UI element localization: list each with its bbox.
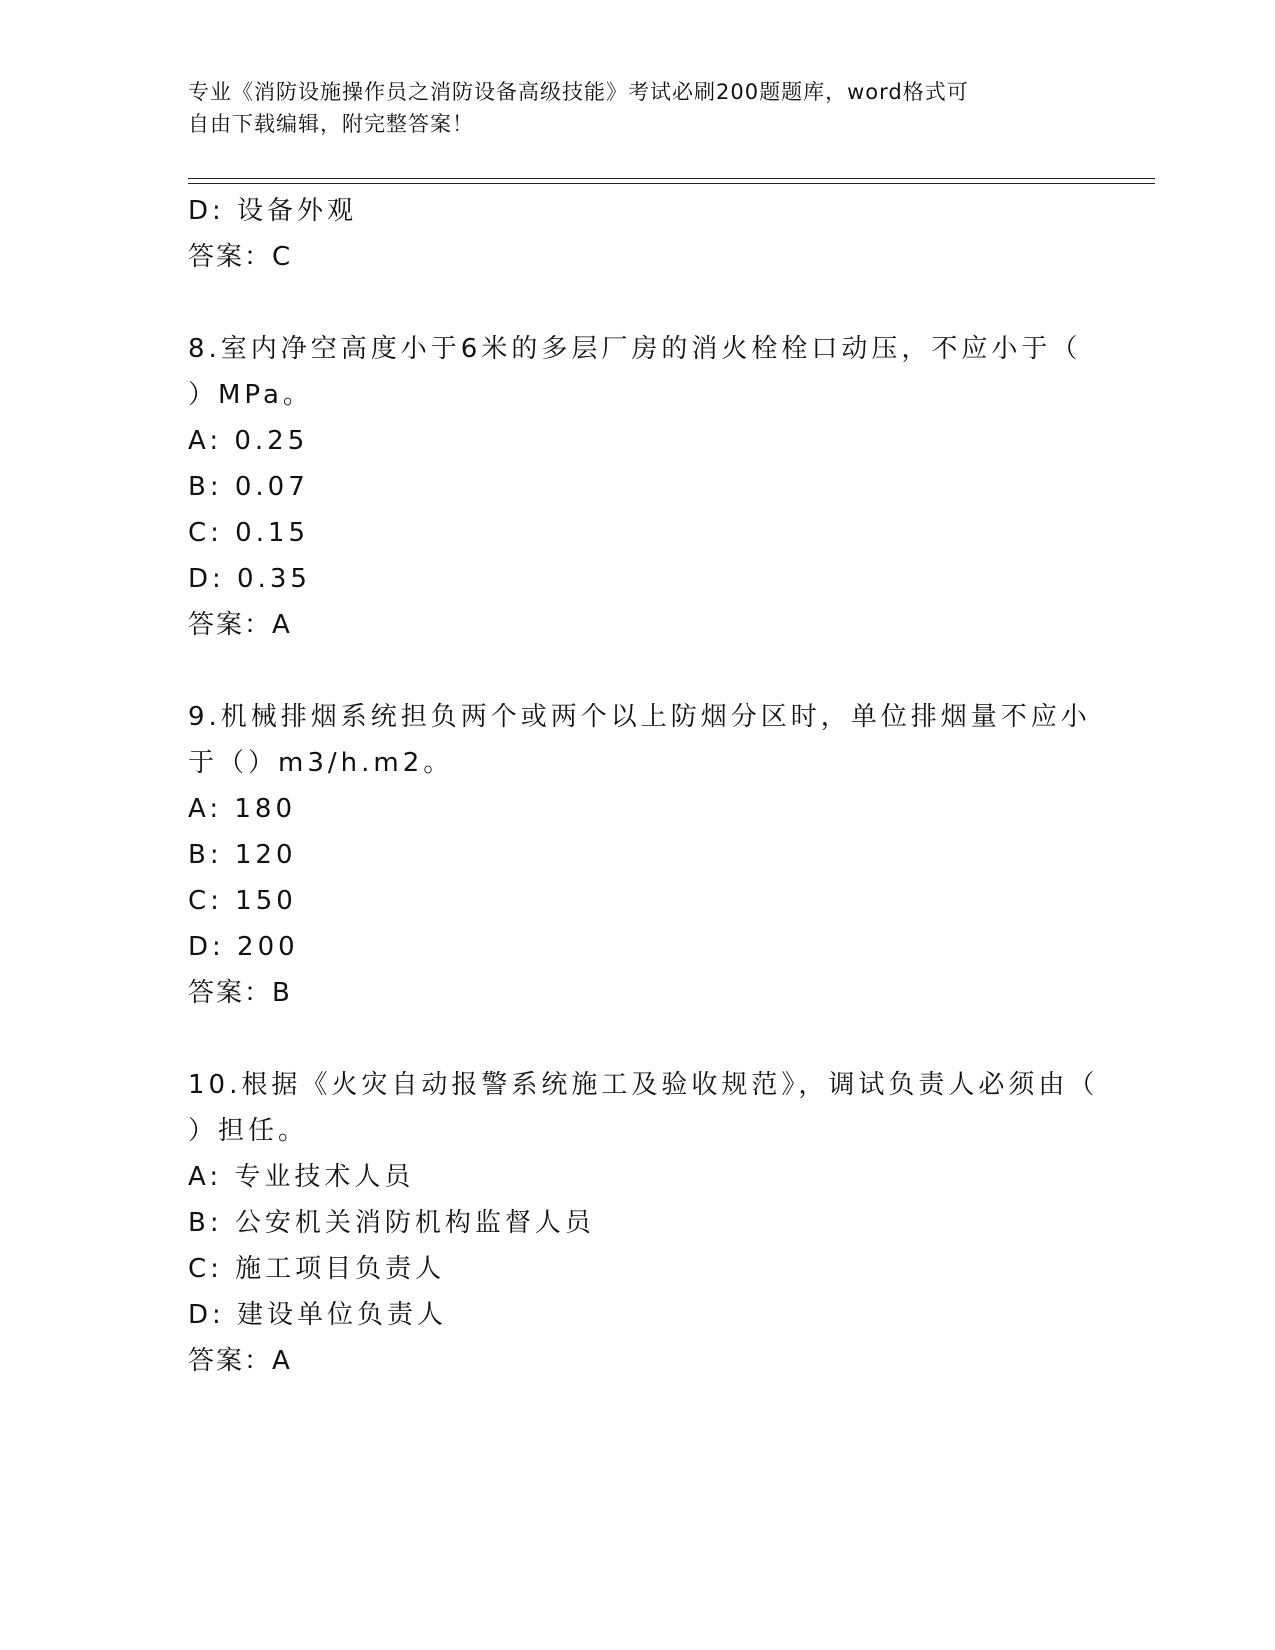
option-b: B: 120 [188, 840, 297, 870]
option-a: A: 专业技术人员 [188, 1162, 415, 1192]
header-line-2: 自由下载编辑，附完整答案！ [188, 112, 474, 136]
spacer [188, 1016, 1088, 1062]
option-d: D: 200 [188, 932, 299, 962]
previous-question-tail [188, 188, 1088, 280]
option-b: B: 公安机关消防机构监督人员 [188, 1208, 595, 1238]
option-a: A: 180 [188, 794, 296, 824]
question-stem-line-2: 于（）m3/h.m2。 [188, 748, 454, 778]
option-d: D: 建设单位负责人 [188, 1300, 448, 1330]
question-stem-line-1: 10.根据《火灾自动报警系统施工及验收规范》，调试负责人必须由（ [188, 1070, 1099, 1100]
document-header [188, 76, 1068, 140]
question-stem-line-1: 9.机械排烟系统担负两个或两个以上防烟分区时，单位排烟量不应小 [188, 702, 1091, 732]
header-line-1: 专业《消防设施操作员之消防设备高级技能》考试必刷200题题库，word格式可 [188, 80, 969, 104]
question-9 [188, 694, 1091, 1016]
answer-line: 答案：B [188, 978, 292, 1008]
answer-line: 答案：A [188, 610, 292, 640]
spacer [188, 648, 1088, 694]
document-body [188, 188, 1099, 1384]
spacer [188, 280, 1088, 326]
option-c: C: 150 [188, 886, 297, 916]
option-c: C: 0.15 [188, 518, 310, 548]
option-d: D: 0.35 [188, 564, 311, 594]
answer-line: 答案：C [188, 242, 293, 272]
question-stem-line-1: 8.室内净空高度小于6米的多层厂房的消火栓栓口动压，不应小于（ [188, 334, 1082, 364]
option-c: C: 施工项目负责人 [188, 1254, 446, 1284]
header-rule-bottom [188, 183, 1155, 184]
option-d: D: 设备外观 [188, 196, 358, 226]
answer-line: 答案：A [188, 1346, 292, 1376]
question-8 [188, 326, 1088, 648]
question-stem-line-2: ）MPa。 [188, 380, 313, 410]
question-stem-line-2: ）担任。 [188, 1116, 309, 1146]
question-10 [188, 1062, 1099, 1384]
header-rule-top [188, 178, 1155, 179]
option-a: A: 0.25 [188, 426, 309, 456]
option-b: B: 0.07 [188, 472, 309, 502]
